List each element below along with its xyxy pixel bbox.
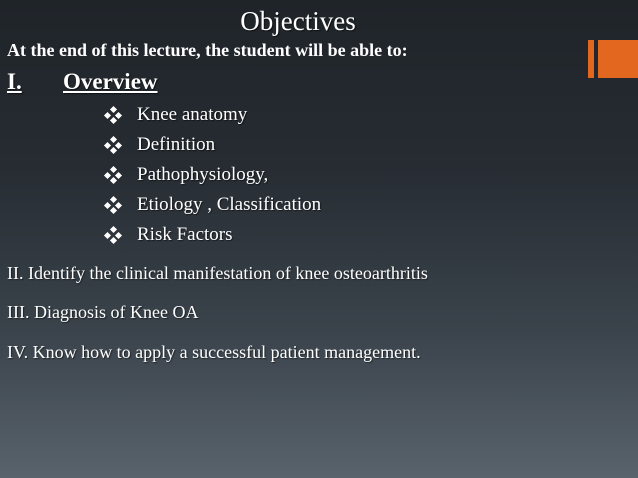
list-item <box>105 190 321 220</box>
logo-thick-bar <box>598 40 638 78</box>
logo-thin-bar <box>588 40 594 78</box>
bullet-text: Risk Factors <box>137 224 233 245</box>
bullet-text: Pathophysiology, <box>137 164 269 185</box>
objective-line-management: IV. Know how to apply a successful patient management. <box>7 342 421 362</box>
overview-bullet-list <box>105 100 321 250</box>
list-item <box>105 160 321 190</box>
slide-title: Objectives <box>240 6 356 36</box>
bullet-text: Etiology , Classification <box>137 194 322 215</box>
diamond-bullet-icon <box>105 227 121 243</box>
objective-line-diagnosis: III. Diagnosis of Knee OA <box>7 302 199 322</box>
diamond-bullet-icon <box>105 137 121 153</box>
bullet-text: Knee anatomy <box>137 104 248 125</box>
slide-subtitle: At the end of this lecture, the student will be able to: <box>7 40 408 60</box>
section-number: I. <box>7 69 22 94</box>
section-overview-heading <box>7 68 158 96</box>
diamond-bullet-icon <box>105 107 121 123</box>
list-item <box>105 220 321 250</box>
objective-line-clinical: II. Identify the clinical manifestation of knee osteoarthritis <box>7 263 428 283</box>
section-heading-text: Overview <box>63 69 158 94</box>
list-item <box>105 100 321 130</box>
diamond-bullet-icon <box>105 197 121 213</box>
orange-bars-logo-icon <box>588 40 638 78</box>
list-item <box>105 130 321 160</box>
bullet-text: Definition <box>137 134 216 155</box>
diamond-bullet-icon <box>105 167 121 183</box>
